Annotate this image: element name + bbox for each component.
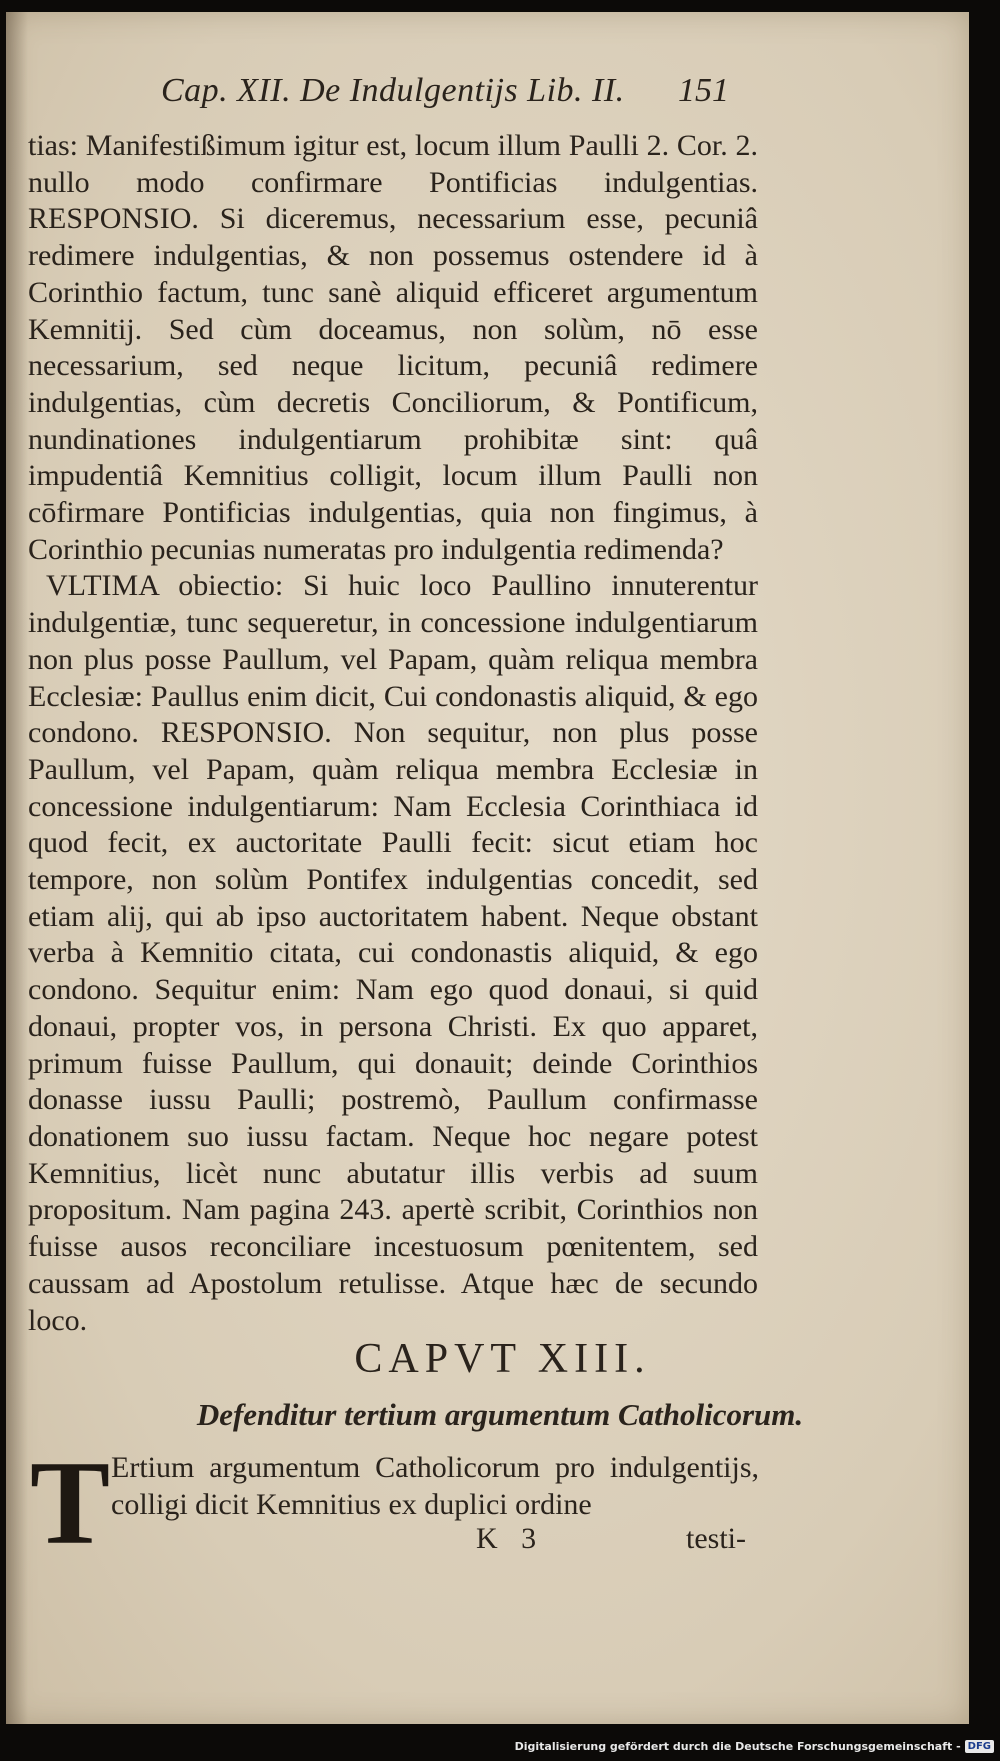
catchword: testi- <box>686 1522 746 1555</box>
paragraph-last-objection: VLTIMA obiectio: Si huic loco Paullino innuterentur indulgentiæ, tunc sequeretur, in concessione indulgentiarum non plus posse Paullum, vel Papam, quàm reliqua membra Ecclesiæ: Paullus enim dicit, Cui condonastis aliquid, & ego condono. RESPONSIO. Non sequitur, non plus posse Paullum, vel Papam, quàm reliqua membra Ecclesiæ in concessione indulgentiarum: Nam Ecclesia Corinthiaca id quod fecit, ex auctoritate Paulli fecit: sicut etiam hoc tempore, non solùm Pontifex indulgentias concedit, sed etiam alij, qui ab ipso auctoritatem habent. Neque obstant verba à Kemnitio citata, cui condonastis aliquid, & ego condono. Sequitur enim: Nam ego quod donaui, si quid donaui, propter vos, in persona Christi. Ex quo apparet, primum fuisse Paullum, qui donauit; deinde Corinthios donasse iussu Paulli; postremò, Paullum confirmasse donationem suo iussu factam. Neque hoc negare potest Kemnitius, licèt nunc abutatur illis verbis ad suum propositum. Nam pagina 243. apertè scribit, Corinthios non fuisse ausos reconciliare incestuosum pœnitentem, sed caussam ad Apostolum retulisse. Atque hæc de secundo loco. <box>28 569 758 1337</box>
running-title: Cap. XII. De Indulgentijs Lib. II. <box>161 72 625 109</box>
main-text <box>28 128 758 1339</box>
signature-mark: K 3 <box>476 1522 545 1555</box>
book-page <box>6 12 969 1724</box>
paragraph-response: tias: Manifestißimum igitur est, locum illum Paulli 2. Cor. 2. nullo modo confirmare Pontificias indulgentias. RESPONSIO. Si diceremus, necessarium esse, pecuniâ redimere indulgentias, & non possemus ostendere id à Corinthio factum, tunc sanè aliquid efficeret argumentum Kemnitij. Sed cùm doceamus, non solùm, nō esse necessarium, sed neque licitum, pecuniâ redimere indulgentias, cùm decretis Conciliorum, & Pontificum, nundinationes indulgentiarum prohibitæ sint: quâ impudentiâ Kemnitius colligit, locum illum Paulli non cōfirmare Pontificias indulgentias, quia non fingimus, à Corinthio pecunias numeratas pro indulgentia redimenda? <box>28 129 758 566</box>
page-number: 151 <box>678 72 729 109</box>
chapter-subtitle: Defenditur tertium argumentum Catholicorum. <box>196 1397 804 1432</box>
chapter-opening-text: Ertium argumentum Catholicorum pro indulgentijs, colligi dicit Kemnitius ex duplici ordine <box>111 1451 759 1521</box>
drop-cap-initial: T <box>30 1436 111 1569</box>
credit-text: Digitalisierung gefördert durch die Deutsche Forschungsgemeinschaft - <box>514 1740 961 1753</box>
chapter-heading: CAPVT XIII. <box>354 1336 651 1382</box>
page-gutter-shadow <box>6 12 28 1724</box>
dfg-logo-icon: DFG <box>965 1740 994 1753</box>
digitization-credit <box>515 1740 994 1753</box>
running-header <box>6 72 969 124</box>
